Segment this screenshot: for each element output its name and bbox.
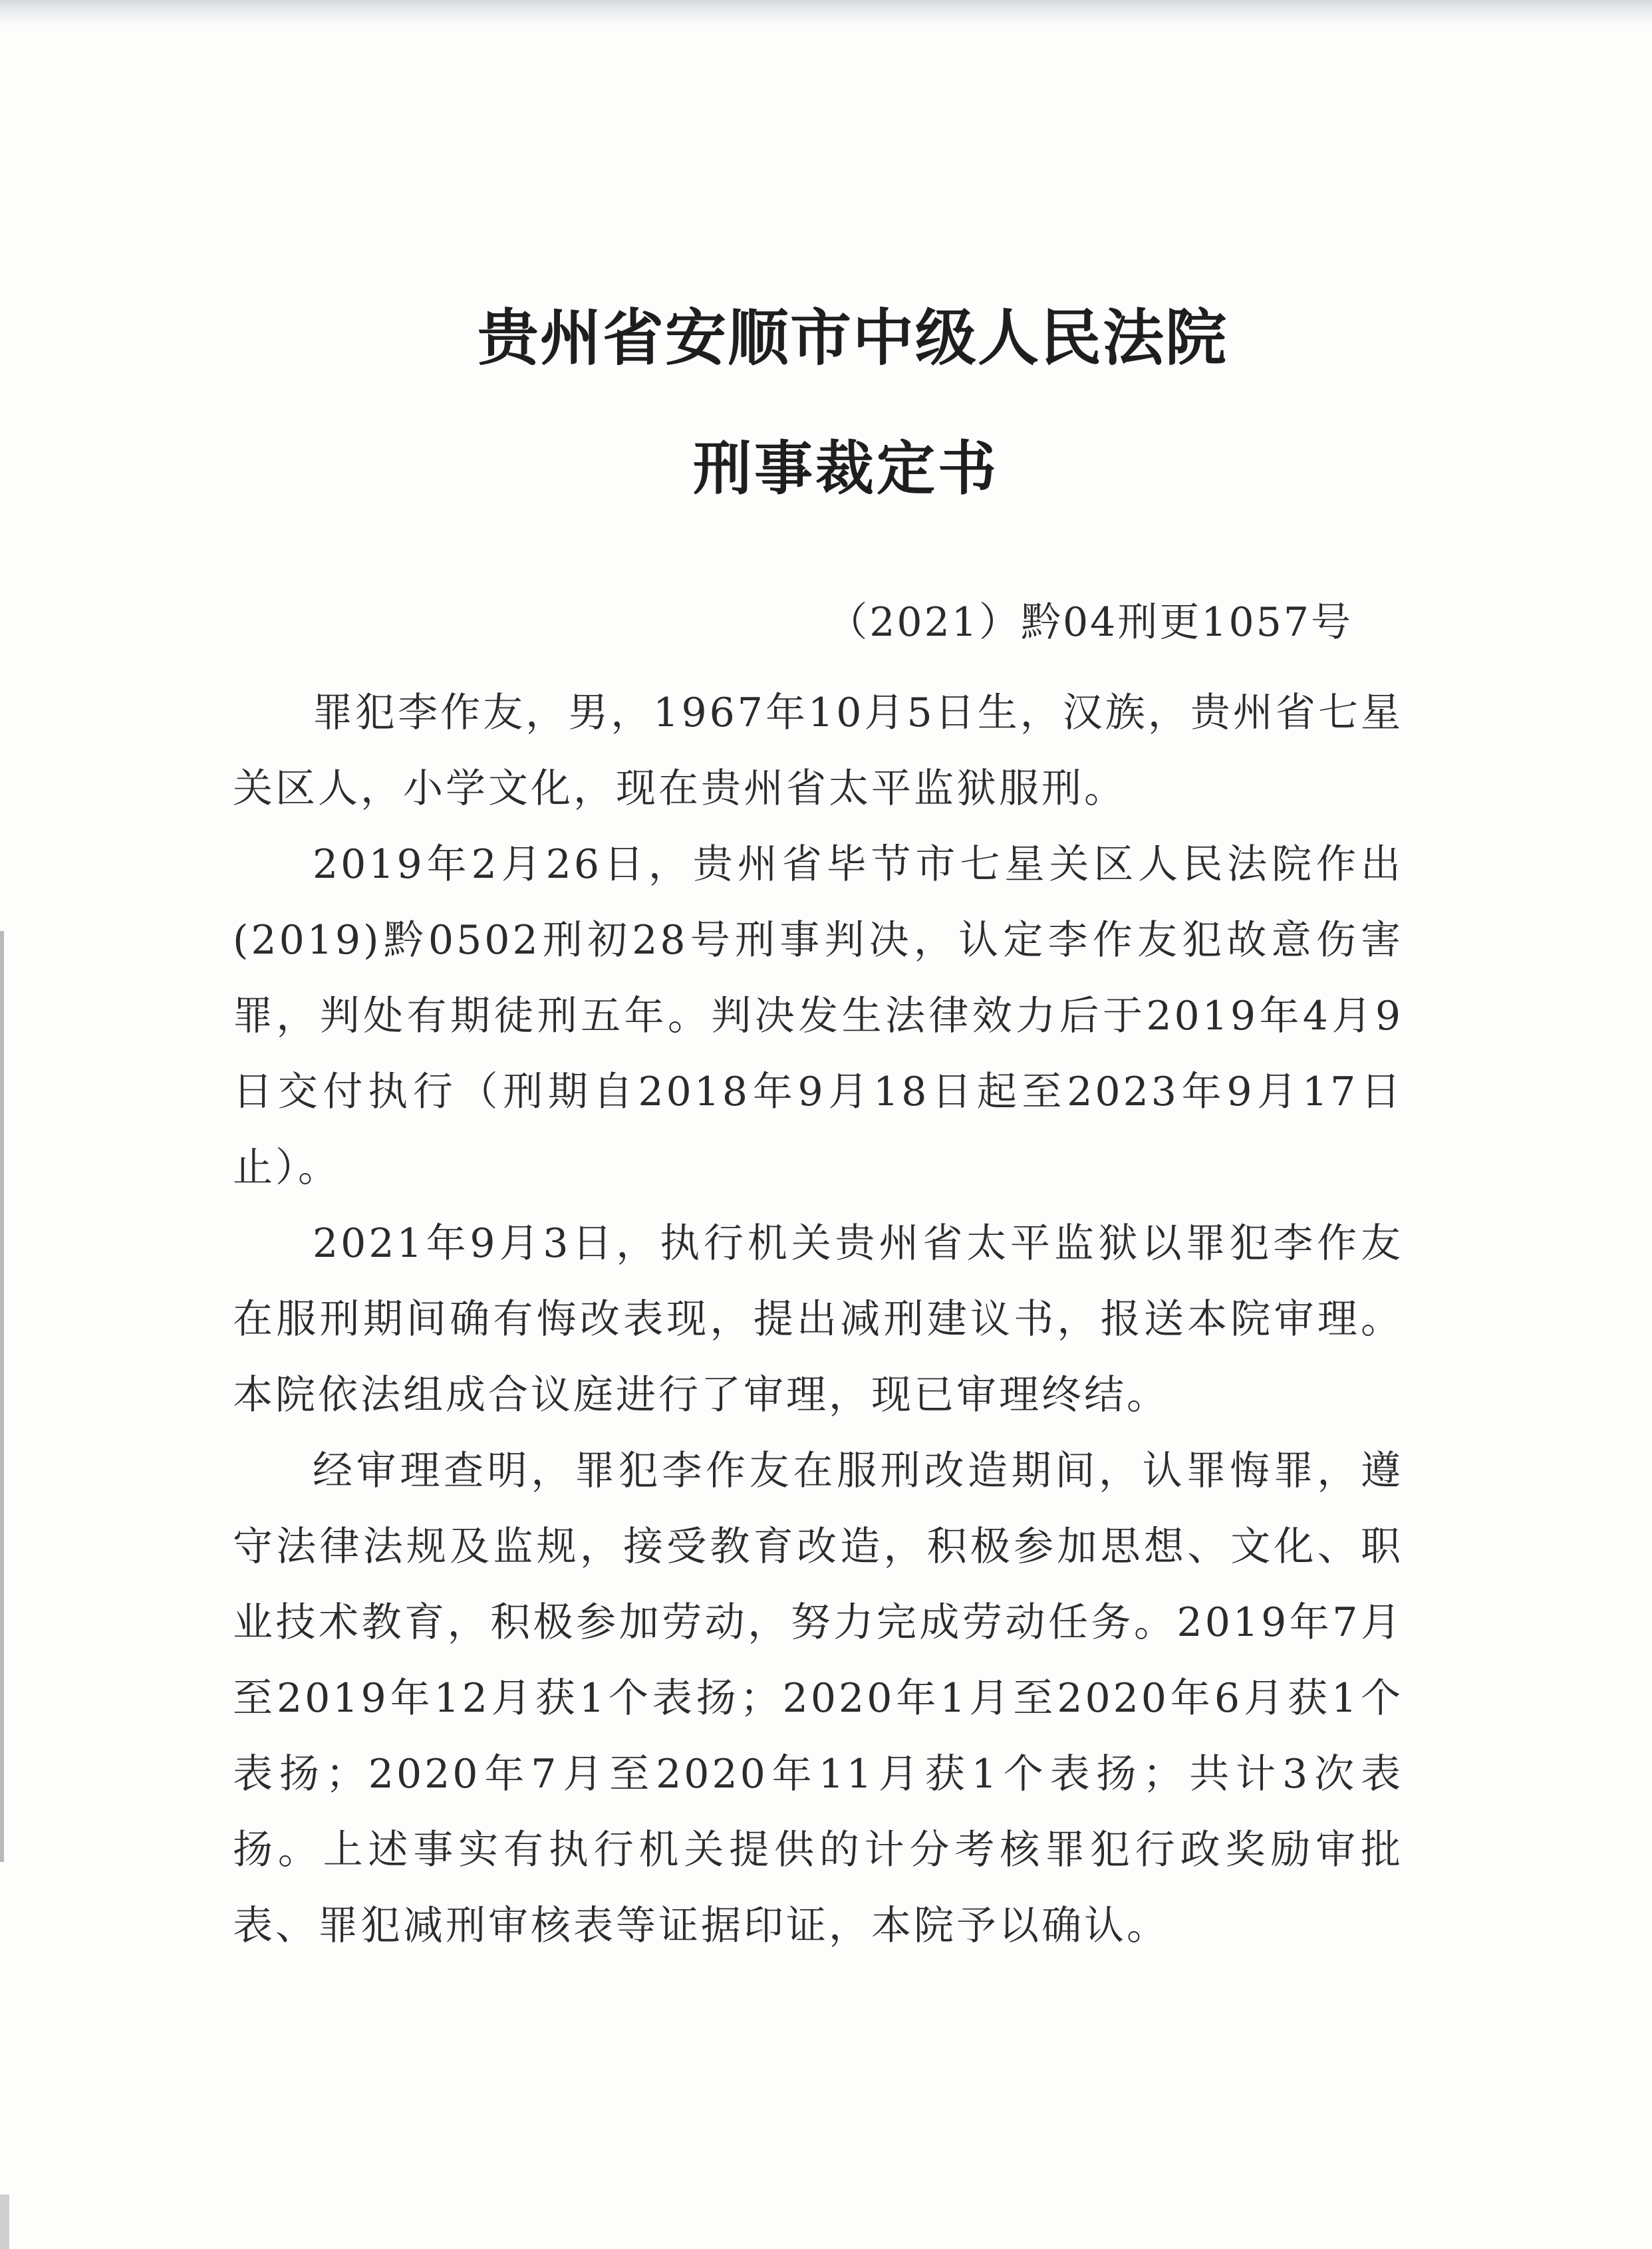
case-number: （2021）黔04刑更1057号 <box>827 599 1353 646</box>
paragraph-findings: 经审理查明，罪犯李作友在服刑改造期间，认罪悔罪，遵守法律法规及监规，接受教育改造，积极参加思想、文化、职业技术教育，积极参加劳动，努力完成劳动任务。2019年7月至2019年12月获1个表扬；2020年1月至2020年6月获1个表扬；2020年7月至2020年11月获1个表扬；共计3次表扬。上述事实有执行机关提供的计分考核罪犯行政奖励审批表、罪犯减刑审核表等证据印证，本院予以确认。 <box>233 1448 1403 1949</box>
paragraph-original-judgment: 2019年2月26日，贵州省毕节市七星关区人民法院作出(2019)黔0502刑初28号刑事判决，认定李作友犯故意伤害罪，判处有期徒刑五年。判决发生法律效力后于2019年4月9日交付执行（刑期自2018年9月18日起至2023年9月17日止）。 <box>233 841 1403 1191</box>
document-title: 刑事裁定书 <box>692 434 999 503</box>
document-body <box>233 675 1403 1964</box>
paragraph-commutation-proposal: 2021年9月3日，执行机关贵州省太平监狱以罪犯李作友在服刑期间确有悔改表现，提出减刑建议书，报送本院审理。本院依法组成合议庭进行了审理，现已审理终结。 <box>233 1220 1403 1418</box>
scan-edge-bottom-left <box>0 2194 9 2249</box>
scan-edge-left <box>0 931 4 1862</box>
paragraph-defendant-info: 罪犯李作友，男，1967年10月5日生，汉族，贵州省七星关区人，小学文化，现在贵州省太平监狱服刑。 <box>233 690 1403 812</box>
scan-edge-top <box>0 0 1652 27</box>
court-name: 贵州省安顺市中级人民法院 <box>477 302 1228 374</box>
